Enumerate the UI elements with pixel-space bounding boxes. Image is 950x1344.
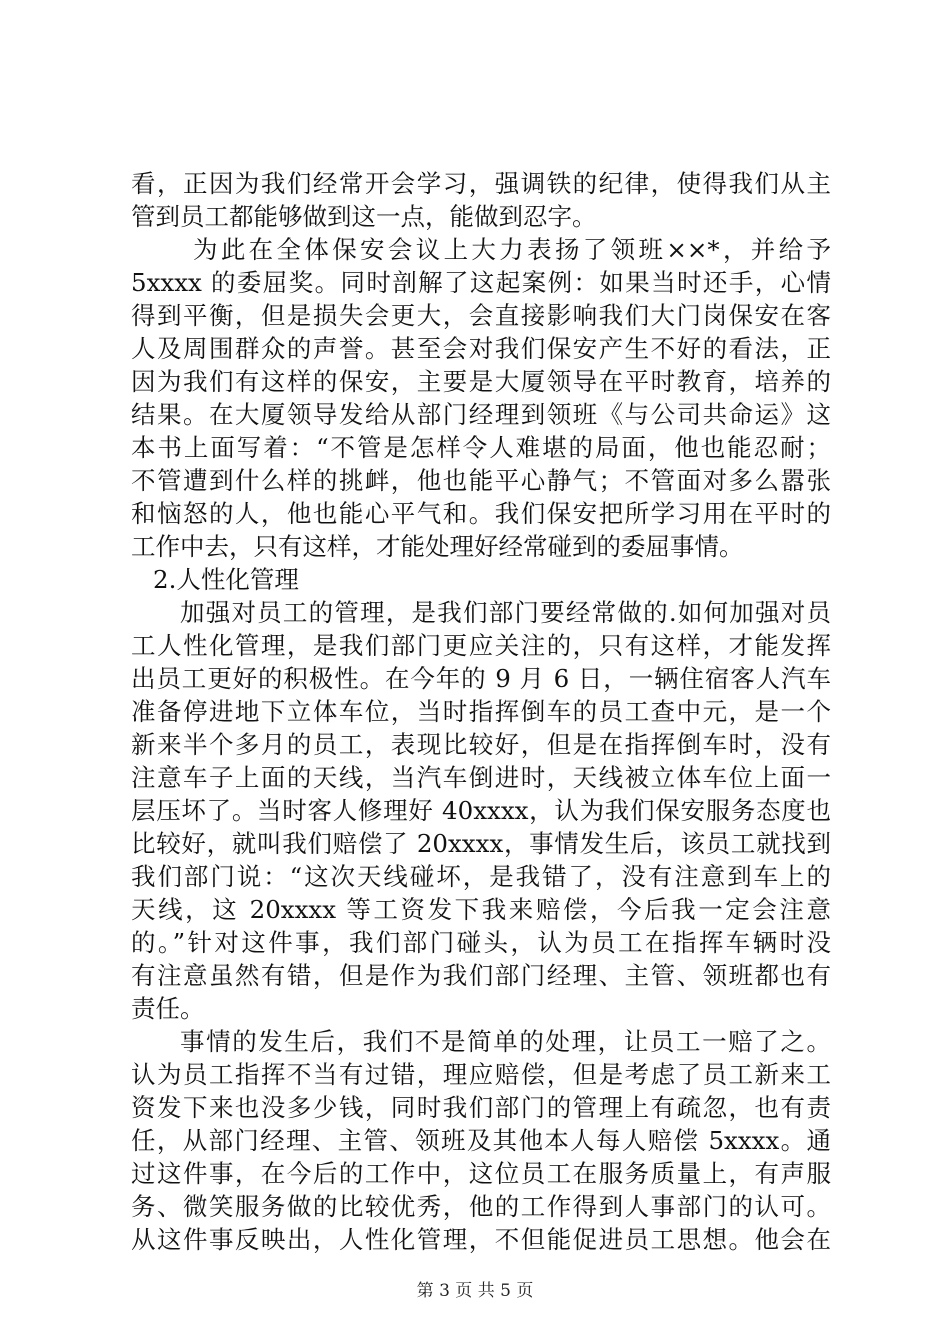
body-text-line: 层压坏了。当时客人修理好 40xxxx，认为我们保安服务态度也: [131, 796, 831, 825]
body-text-line: 管到员工都能够做到这一点，能做到忍字。: [131, 202, 597, 231]
body-text-line: 务、微笑服务做的比较优秀，他的工作得到人事部门的认可。: [131, 1192, 831, 1221]
body-text-line: 有注意虽然有错，但是作为我们部门经理、主管、领班都也有: [131, 961, 831, 990]
body-text-line: 人及周围群众的声誉。甚至会对我们保安产生不好的看法，正: [131, 334, 831, 363]
body-text-line: 看，正因为我们经常开会学习，强调铁的纪律，使得我们从主: [131, 169, 831, 198]
body-text-line: 任，从部门经理、主管、领班及其他本人每人赔偿 5xxxx。通: [131, 1126, 831, 1155]
body-text-line: 从这件事反映出，人性化管理，不但能促进员工思想。他会在: [131, 1225, 831, 1254]
body-text-line: 天线，这 20xxxx 等工资发下我来赔偿，今后我一定会注意: [131, 895, 831, 924]
body-text-line: 比较好，就叫我们赔偿了 20xxxx，事情发生后，该员工就找到: [131, 829, 831, 858]
body-text-line: 工作中去，只有这样，才能处理好经常碰到的委屈事情。: [131, 532, 744, 561]
body-text-line: 为此在全体保安会议上大力表扬了领班××*，并给予: [193, 235, 831, 264]
body-text-line: 工人性化管理，是我们部门更应关注的，只有这样，才能发挥: [131, 631, 831, 660]
body-text-line: 本书上面写着：“不管是怎样令人难堪的局面，他也能忍耐；: [131, 433, 831, 462]
body-text-line: 的。”针对这件事，我们部门碰头，认为员工在指挥车辆时没: [131, 928, 831, 957]
body-text-line: 过这件事，在今后的工作中，这位员工在服务质量上，有声服: [131, 1159, 831, 1188]
section-heading: 2.人性化管理: [153, 565, 299, 594]
body-text-line: 责任。: [131, 994, 205, 1023]
body-text-line: 结果。在大厦领导发给从部门经理到领班《与公司共命运》这: [131, 400, 831, 429]
body-text-line: 我们部门说：“这次天线碰坏，是我错了，没有注意到车上的: [131, 862, 831, 891]
body-text-line: 不管遭到什么样的挑衅，他也能平心静气；不管面对多么嚣张: [131, 466, 831, 495]
body-text-line: 新来半个多月的员工，表现比较好，但是在指挥倒车时，没有: [131, 730, 831, 759]
body-text-line: 注意车子上面的天线，当汽车倒进时，天线被立体车位上面一: [131, 763, 831, 792]
body-text-line: 出员工更好的积极性。在今年的 9 月 6 日，一辆住宿客人汽车: [131, 664, 831, 693]
body-text-line: 5xxxx 的委屈奖。同时剖解了这起案例：如果当时还手，心情: [131, 268, 831, 297]
body-text-line: 认为员工指挥不当有过错，理应赔偿，但是考虑了员工新来工: [131, 1060, 831, 1089]
body-text-line: 事情的发生后，我们不是简单的处理，让员工一赔了之。: [180, 1027, 831, 1056]
body-text-line: 资发下来也没多少钱，同时我们部门的管理上有疏忽，也有责: [131, 1093, 831, 1122]
page-number-footer: 第 3 页 共 5 页: [416, 1281, 534, 1301]
body-text-line: 加强对员工的管理，是我们部门要经常做的.如何加强对员: [180, 598, 831, 627]
body-text-line: 得到平衡，但是损失会更大，会直接影响我们大门岗保安在客: [131, 301, 831, 330]
body-text-line: 准备停进地下立体车位，当时指挥倒车的员工查中元，是一个: [131, 697, 831, 726]
body-text-line: 因为我们有这样的保安，主要是大厦领导在平时教育，培养的: [131, 367, 831, 396]
body-text-line: 和恼怒的人，他也能心平气和。我们保安把所学习用在平时的: [131, 499, 831, 528]
